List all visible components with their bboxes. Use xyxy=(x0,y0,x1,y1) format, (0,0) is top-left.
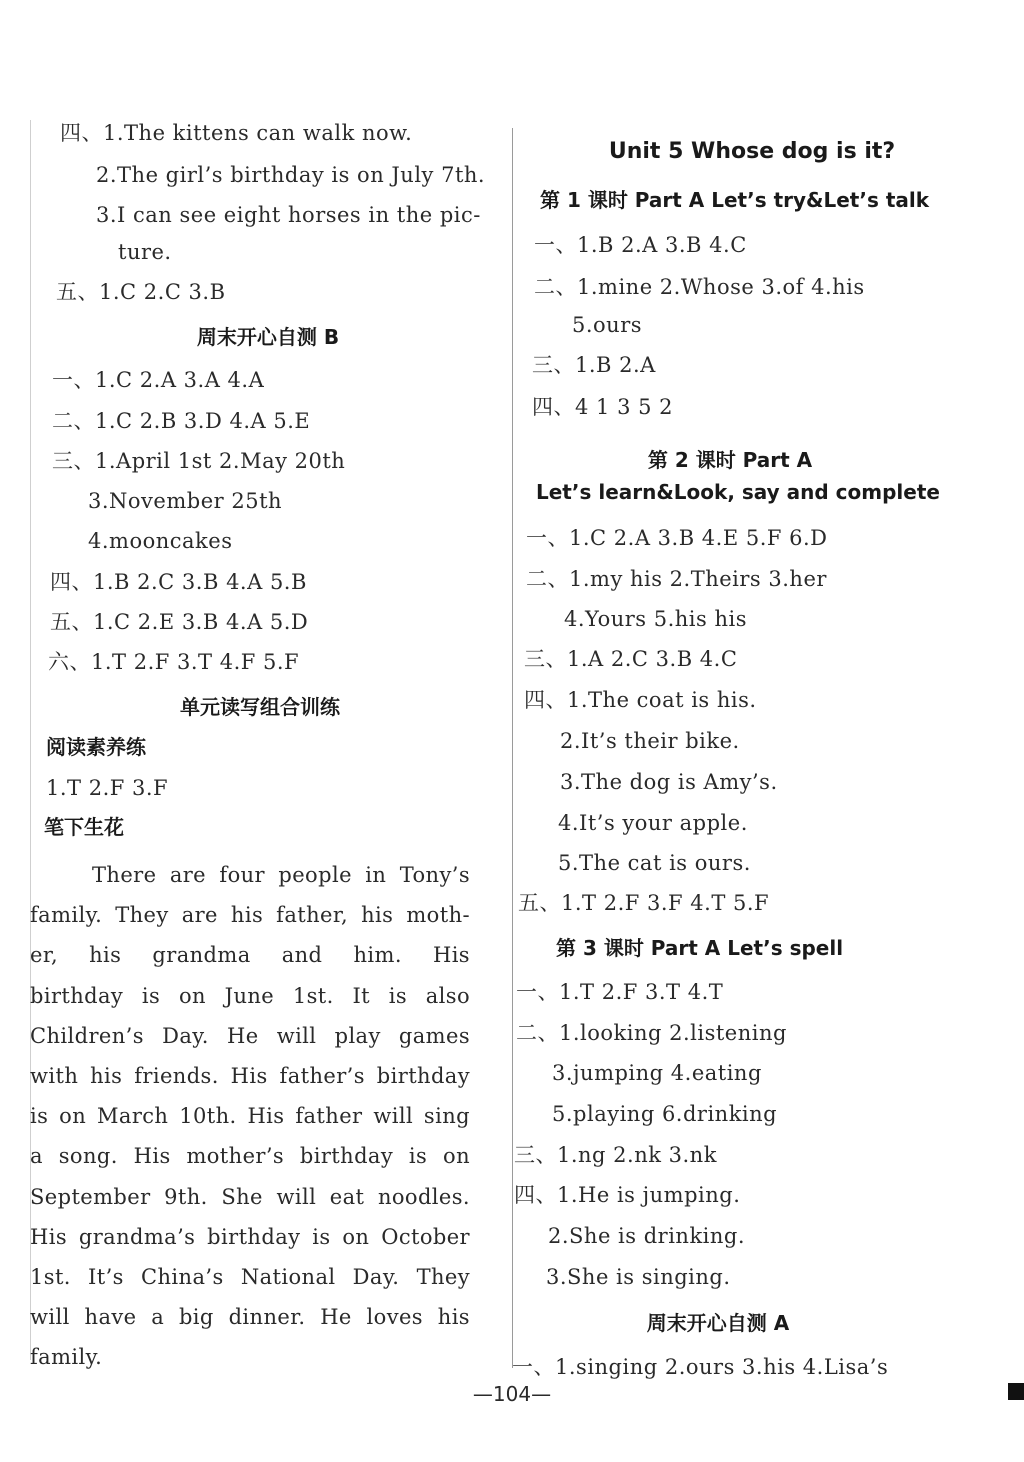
lesson-heading: Let’s learn&Look, say and complete xyxy=(536,480,940,504)
answer-line: 三、1.April 1st 2.May 20th xyxy=(52,449,346,473)
answer-line: ture. xyxy=(118,240,172,264)
answer-line: 3.November 25th xyxy=(88,489,283,513)
answer-line: 3.The dog is Amy’s. xyxy=(560,770,778,794)
section-heading: 周末开心自测 A xyxy=(646,1311,790,1335)
essay-line: There are four people in Tony’s xyxy=(92,863,470,887)
essay-line: er, his grandma and him. His xyxy=(30,943,470,968)
essay-line: will have a big dinner. He loves his xyxy=(30,1305,470,1330)
answer-line: 5.The cat is ours. xyxy=(558,851,751,875)
answer-line: 3.jumping 4.eating xyxy=(552,1061,762,1085)
answer-line: 五、1.C 2.C 3.B xyxy=(56,280,226,304)
subsection-heading: 阅读素养练 xyxy=(46,735,146,759)
section-heading: 周末开心自测 B xyxy=(196,325,340,349)
essay-line: birthday is on June 1st. It is also xyxy=(30,983,470,1008)
answer-line: 2.The girl’s birthday is on July 7th. xyxy=(96,163,486,187)
page-number: —104— xyxy=(472,1382,552,1406)
answer-line: 1.T 2.F 3.F xyxy=(46,776,169,800)
lesson-heading: 第 1 课时 Part A Let’s try&Let’s talk xyxy=(540,188,930,212)
answer-line: 一、1.B 2.A 3.B 4.C xyxy=(534,233,747,257)
essay-line: a song. His mother’s birthday is on xyxy=(30,1144,470,1169)
answer-line: 5.ours xyxy=(572,313,643,337)
essay-line: His grandma’s birthday is on October xyxy=(30,1224,470,1249)
answer-line: 二、1.C 2.B 3.D 4.A 5.E xyxy=(52,409,311,433)
answer-line: 5.playing 6.drinking xyxy=(552,1102,778,1126)
essay-line: family. They are his father, his moth- xyxy=(30,903,470,928)
answer-line: 4.It’s your apple. xyxy=(558,811,748,835)
answer-line: 四、1.He is jumping. xyxy=(514,1183,741,1207)
unit-title: Unit 5 Whose dog is it? xyxy=(608,139,896,164)
answer-line: 二、1.mine 2.Whose 3.of 4.his xyxy=(534,275,865,299)
corner-registration-mark xyxy=(1008,1383,1024,1400)
answer-line: 二、1.my his 2.Theirs 3.her xyxy=(526,567,827,591)
lesson-heading: 第 2 课时 Part A xyxy=(647,448,813,472)
essay-line: with his friends. His father’s birthday xyxy=(30,1063,470,1088)
answer-line: 一、1.C 2.A 3.B 4.E 5.F 6.D xyxy=(526,526,828,550)
column-divider xyxy=(512,128,513,1368)
subsection-heading: 笔下生花 xyxy=(44,815,124,839)
answer-line: 四、1.B 2.C 3.B 4.A 5.B xyxy=(50,570,307,594)
lesson-heading: 第 3 课时 Part A Let’s spell xyxy=(556,936,844,960)
answer-line: 一、1.singing 2.ours 3.his 4.Lisa’s xyxy=(512,1355,889,1379)
essay-paragraph xyxy=(30,855,470,1377)
answer-line: 五、1.T 2.F 3.F 4.T 5.F xyxy=(518,891,770,915)
answer-line: 4.mooncakes xyxy=(88,529,233,553)
answer-line: 3.I can see eight horses in the pic- xyxy=(96,203,481,227)
answer-line: 一、1.C 2.A 3.A 4.A xyxy=(52,368,265,392)
answer-line: 4.Yours 5.his his xyxy=(564,607,747,631)
answer-line: 2.It’s their bike. xyxy=(560,729,740,753)
answer-line: 四、4 1 3 5 2 xyxy=(532,395,674,419)
answer-line: 六、1.T 2.F 3.T 4.F 5.F xyxy=(48,650,300,674)
answer-line: 三、1.B 2.A xyxy=(532,353,656,377)
essay-line: family. xyxy=(30,1345,103,1370)
answer-line: 2.She is drinking. xyxy=(548,1224,746,1248)
essay-line: Children’s Day. He will play games xyxy=(30,1023,470,1048)
answer-line: 五、1.C 2.E 3.B 4.A 5.D xyxy=(50,610,309,634)
answer-line: 3.She is singing. xyxy=(546,1265,731,1289)
essay-line: September 9th. She will eat noodles. xyxy=(30,1184,470,1209)
essay-line: 1st. It’s China’s National Day. They xyxy=(30,1264,470,1289)
answer-line: 三、1.A 2.C 3.B 4.C xyxy=(524,647,738,671)
answer-line: 一、1.T 2.F 3.T 4.T xyxy=(516,980,724,1004)
answer-line: 二、1.looking 2.listening xyxy=(516,1021,787,1045)
section-heading: 单元读写组合训练 xyxy=(180,695,340,719)
answer-line: 四、1.The coat is his. xyxy=(524,688,757,712)
answer-line: 四、1.The kittens can walk now. xyxy=(60,121,413,145)
essay-line: is on March 10th. His father will sing xyxy=(30,1104,470,1129)
answer-line: 三、1.ng 2.nk 3.nk xyxy=(514,1143,717,1167)
